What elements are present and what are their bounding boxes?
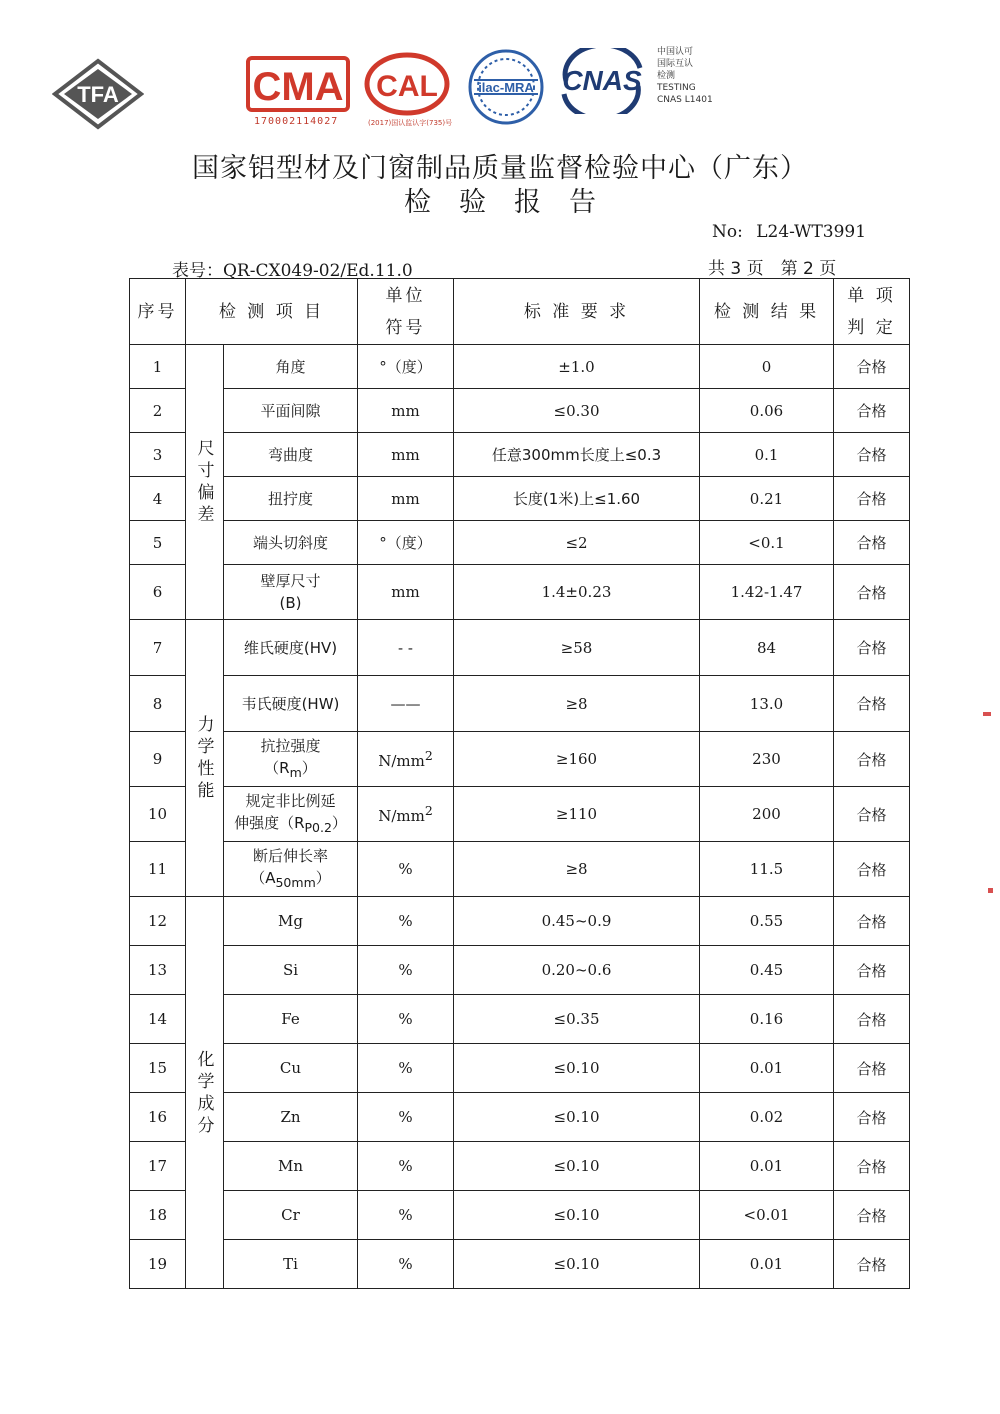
cell-standard: ≤0.35 bbox=[454, 995, 700, 1044]
cnas-logo-text: CNAS bbox=[562, 65, 642, 96]
cell-seq: 1 bbox=[130, 345, 186, 389]
test-results-table bbox=[129, 278, 910, 1289]
table-row bbox=[130, 787, 910, 842]
table-row bbox=[130, 897, 910, 946]
cell-judge: 合格 bbox=[834, 1142, 910, 1191]
cell-judge: 合格 bbox=[834, 676, 910, 732]
cell-judge: 合格 bbox=[834, 1044, 910, 1093]
cnas-logo bbox=[556, 48, 648, 114]
cell-item-line1: 抗拉强度 bbox=[260, 736, 321, 755]
cell-item: Mn bbox=[224, 1142, 358, 1191]
cell-result: 13.0 bbox=[700, 676, 834, 732]
cell-item-line2-end: ） bbox=[315, 868, 331, 887]
header-unit-line1: 单位 bbox=[385, 285, 426, 306]
cell-item: Fe bbox=[224, 995, 358, 1044]
cell-judge: 合格 bbox=[834, 477, 910, 521]
cell-standard: ±1.0 bbox=[454, 345, 700, 389]
cell-judge: 合格 bbox=[834, 946, 910, 995]
cell-unit: mm bbox=[358, 433, 454, 477]
header-judge-line1: 单 项 bbox=[847, 285, 896, 306]
table-row bbox=[130, 946, 910, 995]
cell-item: 扭拧度 bbox=[224, 477, 358, 521]
cnas-text-line: 检测 bbox=[657, 71, 676, 81]
cell-unit: % bbox=[358, 995, 454, 1044]
cell-unit-base: N/mm bbox=[378, 752, 425, 770]
table-row bbox=[130, 676, 910, 732]
cell-unit-superscript: 2 bbox=[424, 803, 433, 818]
table-row bbox=[130, 521, 910, 565]
cell-seq: 7 bbox=[130, 620, 186, 676]
cell-unit: mm bbox=[358, 477, 454, 521]
cma-logo-text: CMA bbox=[252, 65, 344, 109]
ilac-mra-logo-text: ilac-MRA bbox=[478, 80, 534, 95]
cell-item bbox=[224, 565, 358, 620]
cell-item-line2-end: ） bbox=[301, 758, 317, 777]
cell-unit: % bbox=[358, 1093, 454, 1142]
cell-result: 84 bbox=[700, 620, 834, 676]
cell-unit: % bbox=[358, 897, 454, 946]
cell-judge: 合格 bbox=[834, 995, 910, 1044]
cell-standard: 0.45~0.9 bbox=[454, 897, 700, 946]
cell-result: 0.06 bbox=[700, 389, 834, 433]
cell-judge: 合格 bbox=[834, 1240, 910, 1289]
cnas-text-line: 中国认可 bbox=[657, 47, 694, 57]
cnas-text-line: CNAS L1401 bbox=[657, 95, 713, 105]
cell-standard: ≤0.10 bbox=[454, 1191, 700, 1240]
form-number: 表号：QR-CX049-02/Ed.11.0 bbox=[172, 261, 413, 281]
cell-result: 0.16 bbox=[700, 995, 834, 1044]
cell-item: Si bbox=[224, 946, 358, 995]
cell-standard: ≤0.10 bbox=[454, 1093, 700, 1142]
table-row bbox=[130, 389, 910, 433]
cell-unit: % bbox=[358, 842, 454, 897]
cell-judge: 合格 bbox=[834, 732, 910, 787]
cell-standard: ≤0.30 bbox=[454, 389, 700, 433]
cell-item-line1: 断后伸长率 bbox=[252, 846, 328, 865]
table-row bbox=[130, 1044, 910, 1093]
table-row bbox=[130, 477, 910, 521]
cell-seq: 14 bbox=[130, 995, 186, 1044]
cell-standard: ≤0.10 bbox=[454, 1044, 700, 1093]
cell-unit: % bbox=[358, 1240, 454, 1289]
cell-unit: mm bbox=[358, 565, 454, 620]
cell-standard: ≥160 bbox=[454, 732, 700, 787]
cell-result: 0.01 bbox=[700, 1240, 834, 1289]
cell-item: 弯曲度 bbox=[224, 433, 358, 477]
cnas-text-line: TESTING bbox=[657, 83, 696, 93]
cell-unit: % bbox=[358, 946, 454, 995]
table-row bbox=[130, 1142, 910, 1191]
cal-logo bbox=[364, 52, 450, 116]
cell-judge: 合格 bbox=[834, 345, 910, 389]
cell-unit: °（度） bbox=[358, 521, 454, 565]
cell-result: <0.01 bbox=[700, 1191, 834, 1240]
cnas-text-line: 国际互认 bbox=[657, 59, 694, 69]
cell-item-subscript: P0.2 bbox=[304, 819, 332, 835]
cell-item-line1: 壁厚尺寸 bbox=[260, 572, 321, 590]
cell-standard: 任意300mm长度上≤0.3 bbox=[454, 433, 700, 477]
table-row bbox=[130, 433, 910, 477]
cell-seq: 6 bbox=[130, 565, 186, 620]
table-row bbox=[130, 732, 910, 787]
header-judge-line2: 判 定 bbox=[847, 317, 896, 338]
cell-judge: 合格 bbox=[834, 1191, 910, 1240]
cell-judge: 合格 bbox=[834, 389, 910, 433]
cell-seq: 3 bbox=[130, 433, 186, 477]
cell-item-subscript: 50mm bbox=[275, 874, 316, 890]
cell-result: 200 bbox=[700, 787, 834, 842]
header-standard: 标 准 要 求 bbox=[454, 279, 700, 345]
cell-result: 0.01 bbox=[700, 1142, 834, 1191]
cell-standard: ≥8 bbox=[454, 676, 700, 732]
cell-standard: ≤0.10 bbox=[454, 1142, 700, 1191]
cma-logo bbox=[246, 56, 350, 112]
cell-item bbox=[224, 732, 358, 787]
cell-unit: —— bbox=[358, 676, 454, 732]
cell-item bbox=[224, 787, 358, 842]
cell-standard: ≤0.10 bbox=[454, 1240, 700, 1289]
cell-unit: % bbox=[358, 1191, 454, 1240]
cell-seq: 8 bbox=[130, 676, 186, 732]
cell-result: 11.5 bbox=[700, 842, 834, 897]
cell-judge: 合格 bbox=[834, 565, 910, 620]
cell-result: 0.55 bbox=[700, 897, 834, 946]
header-unit-line2: 符号 bbox=[385, 317, 426, 338]
cell-seq: 5 bbox=[130, 521, 186, 565]
group-chem-cell bbox=[186, 897, 224, 1289]
cell-judge: 合格 bbox=[834, 897, 910, 946]
cell-unit: % bbox=[358, 1044, 454, 1093]
cell-item: Ti bbox=[224, 1240, 358, 1289]
report-number bbox=[712, 222, 866, 242]
cell-standard: ≥110 bbox=[454, 787, 700, 842]
cell-seq: 18 bbox=[130, 1191, 186, 1240]
cell-result: 0.01 bbox=[700, 1044, 834, 1093]
group-label-chem: 化学成分 bbox=[197, 1049, 215, 1136]
cell-item-line2: 伸强度（R bbox=[234, 813, 305, 832]
cell-standard: 长度(1米)上≤1.60 bbox=[454, 477, 700, 521]
cell-unit: mm bbox=[358, 389, 454, 433]
cell-item: 平面间隙 bbox=[224, 389, 358, 433]
cell-seq: 2 bbox=[130, 389, 186, 433]
cell-unit: % bbox=[358, 1142, 454, 1191]
cell-item bbox=[224, 842, 358, 897]
cell-seq: 15 bbox=[130, 1044, 186, 1093]
cell-item: Mg bbox=[224, 897, 358, 946]
header-seq: 序号 bbox=[130, 279, 186, 345]
cell-judge: 合格 bbox=[834, 1093, 910, 1142]
cell-item: Cu bbox=[224, 1044, 358, 1093]
cell-unit-superscript: 2 bbox=[424, 748, 433, 763]
cell-unit: - - bbox=[358, 620, 454, 676]
table-row bbox=[130, 995, 910, 1044]
ilac-mra-logo bbox=[466, 48, 546, 126]
cell-seq: 16 bbox=[130, 1093, 186, 1142]
cell-item-line2-end: ） bbox=[331, 813, 347, 832]
cell-item-line2: （A bbox=[250, 868, 276, 887]
group-label-mech: 力学性能 bbox=[197, 715, 215, 801]
cell-result: <0.1 bbox=[700, 521, 834, 565]
cell-item: 韦氏硬度(HW) bbox=[224, 676, 358, 732]
report-org-title: 国家铝型材及门窗制品质量监督检验中心（广东） bbox=[192, 153, 808, 184]
table-row bbox=[130, 842, 910, 897]
cell-standard: ≤2 bbox=[454, 521, 700, 565]
table-header-row bbox=[130, 279, 910, 345]
cell-seq: 4 bbox=[130, 477, 186, 521]
cell-judge: 合格 bbox=[834, 521, 910, 565]
cma-number: 170002114027 bbox=[254, 116, 339, 127]
header-judge bbox=[834, 279, 910, 345]
seal-fragment bbox=[983, 712, 991, 716]
cell-result: 1.42-1.47 bbox=[700, 565, 834, 620]
cell-item-subscript: m bbox=[289, 764, 302, 780]
tfa-logo bbox=[52, 58, 144, 130]
cnas-accreditation-text bbox=[657, 46, 713, 106]
cell-item: 角度 bbox=[224, 345, 358, 389]
cal-number: (2017)国认监认字(735)号 bbox=[368, 119, 453, 127]
page-indicator: 共 3 页 第 2 页 bbox=[708, 259, 837, 279]
cell-standard: ≥8 bbox=[454, 842, 700, 897]
table-row bbox=[130, 620, 910, 676]
cell-item-line2: （R bbox=[264, 758, 290, 777]
table-row bbox=[130, 1191, 910, 1240]
cell-standard: 1.4±0.23 bbox=[454, 565, 700, 620]
group-size-cell bbox=[186, 345, 224, 620]
header-item: 检 测 项 目 bbox=[186, 279, 358, 345]
report-number-label: No: bbox=[712, 222, 743, 242]
cell-unit-base: N/mm bbox=[378, 807, 425, 825]
group-mech-cell bbox=[186, 620, 224, 897]
cell-item: 维氏硬度(HV) bbox=[224, 620, 358, 676]
cell-judge: 合格 bbox=[834, 787, 910, 842]
report-title: 检验报告 bbox=[404, 187, 624, 218]
cal-logo-text: CAL bbox=[376, 70, 438, 103]
cell-standard: 0.20~0.6 bbox=[454, 946, 700, 995]
table-row bbox=[130, 565, 910, 620]
cell-result: 0 bbox=[700, 345, 834, 389]
cell-result: 0.1 bbox=[700, 433, 834, 477]
cell-seq: 11 bbox=[130, 842, 186, 897]
cell-item-line1: 规定非比例延 bbox=[245, 791, 336, 810]
cell-item: Cr bbox=[224, 1191, 358, 1240]
cell-item: 端头切斜度 bbox=[224, 521, 358, 565]
cell-item: Zn bbox=[224, 1093, 358, 1142]
cell-seq: 19 bbox=[130, 1240, 186, 1289]
table-row bbox=[130, 345, 910, 389]
cell-item-line2: (B) bbox=[279, 594, 302, 612]
cell-seq: 13 bbox=[130, 946, 186, 995]
cell-unit bbox=[358, 787, 454, 842]
cell-seq: 9 bbox=[130, 732, 186, 787]
cell-standard: ≥58 bbox=[454, 620, 700, 676]
cell-judge: 合格 bbox=[834, 620, 910, 676]
cell-result: 0.21 bbox=[700, 477, 834, 521]
cell-unit: °（度） bbox=[358, 345, 454, 389]
cell-judge: 合格 bbox=[834, 433, 910, 477]
cell-seq: 17 bbox=[130, 1142, 186, 1191]
report-number-value: L24-WT3991 bbox=[756, 222, 867, 242]
table-row bbox=[130, 1240, 910, 1289]
tfa-logo-text: TFA bbox=[77, 82, 119, 107]
cell-seq: 12 bbox=[130, 897, 186, 946]
cell-result: 230 bbox=[700, 732, 834, 787]
table-row bbox=[130, 1093, 910, 1142]
cell-result: 0.02 bbox=[700, 1093, 834, 1142]
group-label-size: 尺寸偏差 bbox=[197, 439, 215, 525]
header-result: 检 测 结 果 bbox=[700, 279, 834, 345]
seal-fragment bbox=[988, 888, 993, 893]
cell-judge: 合格 bbox=[834, 842, 910, 897]
cell-unit bbox=[358, 732, 454, 787]
cell-seq: 10 bbox=[130, 787, 186, 842]
header-unit bbox=[358, 279, 454, 345]
cell-result: 0.45 bbox=[700, 946, 834, 995]
